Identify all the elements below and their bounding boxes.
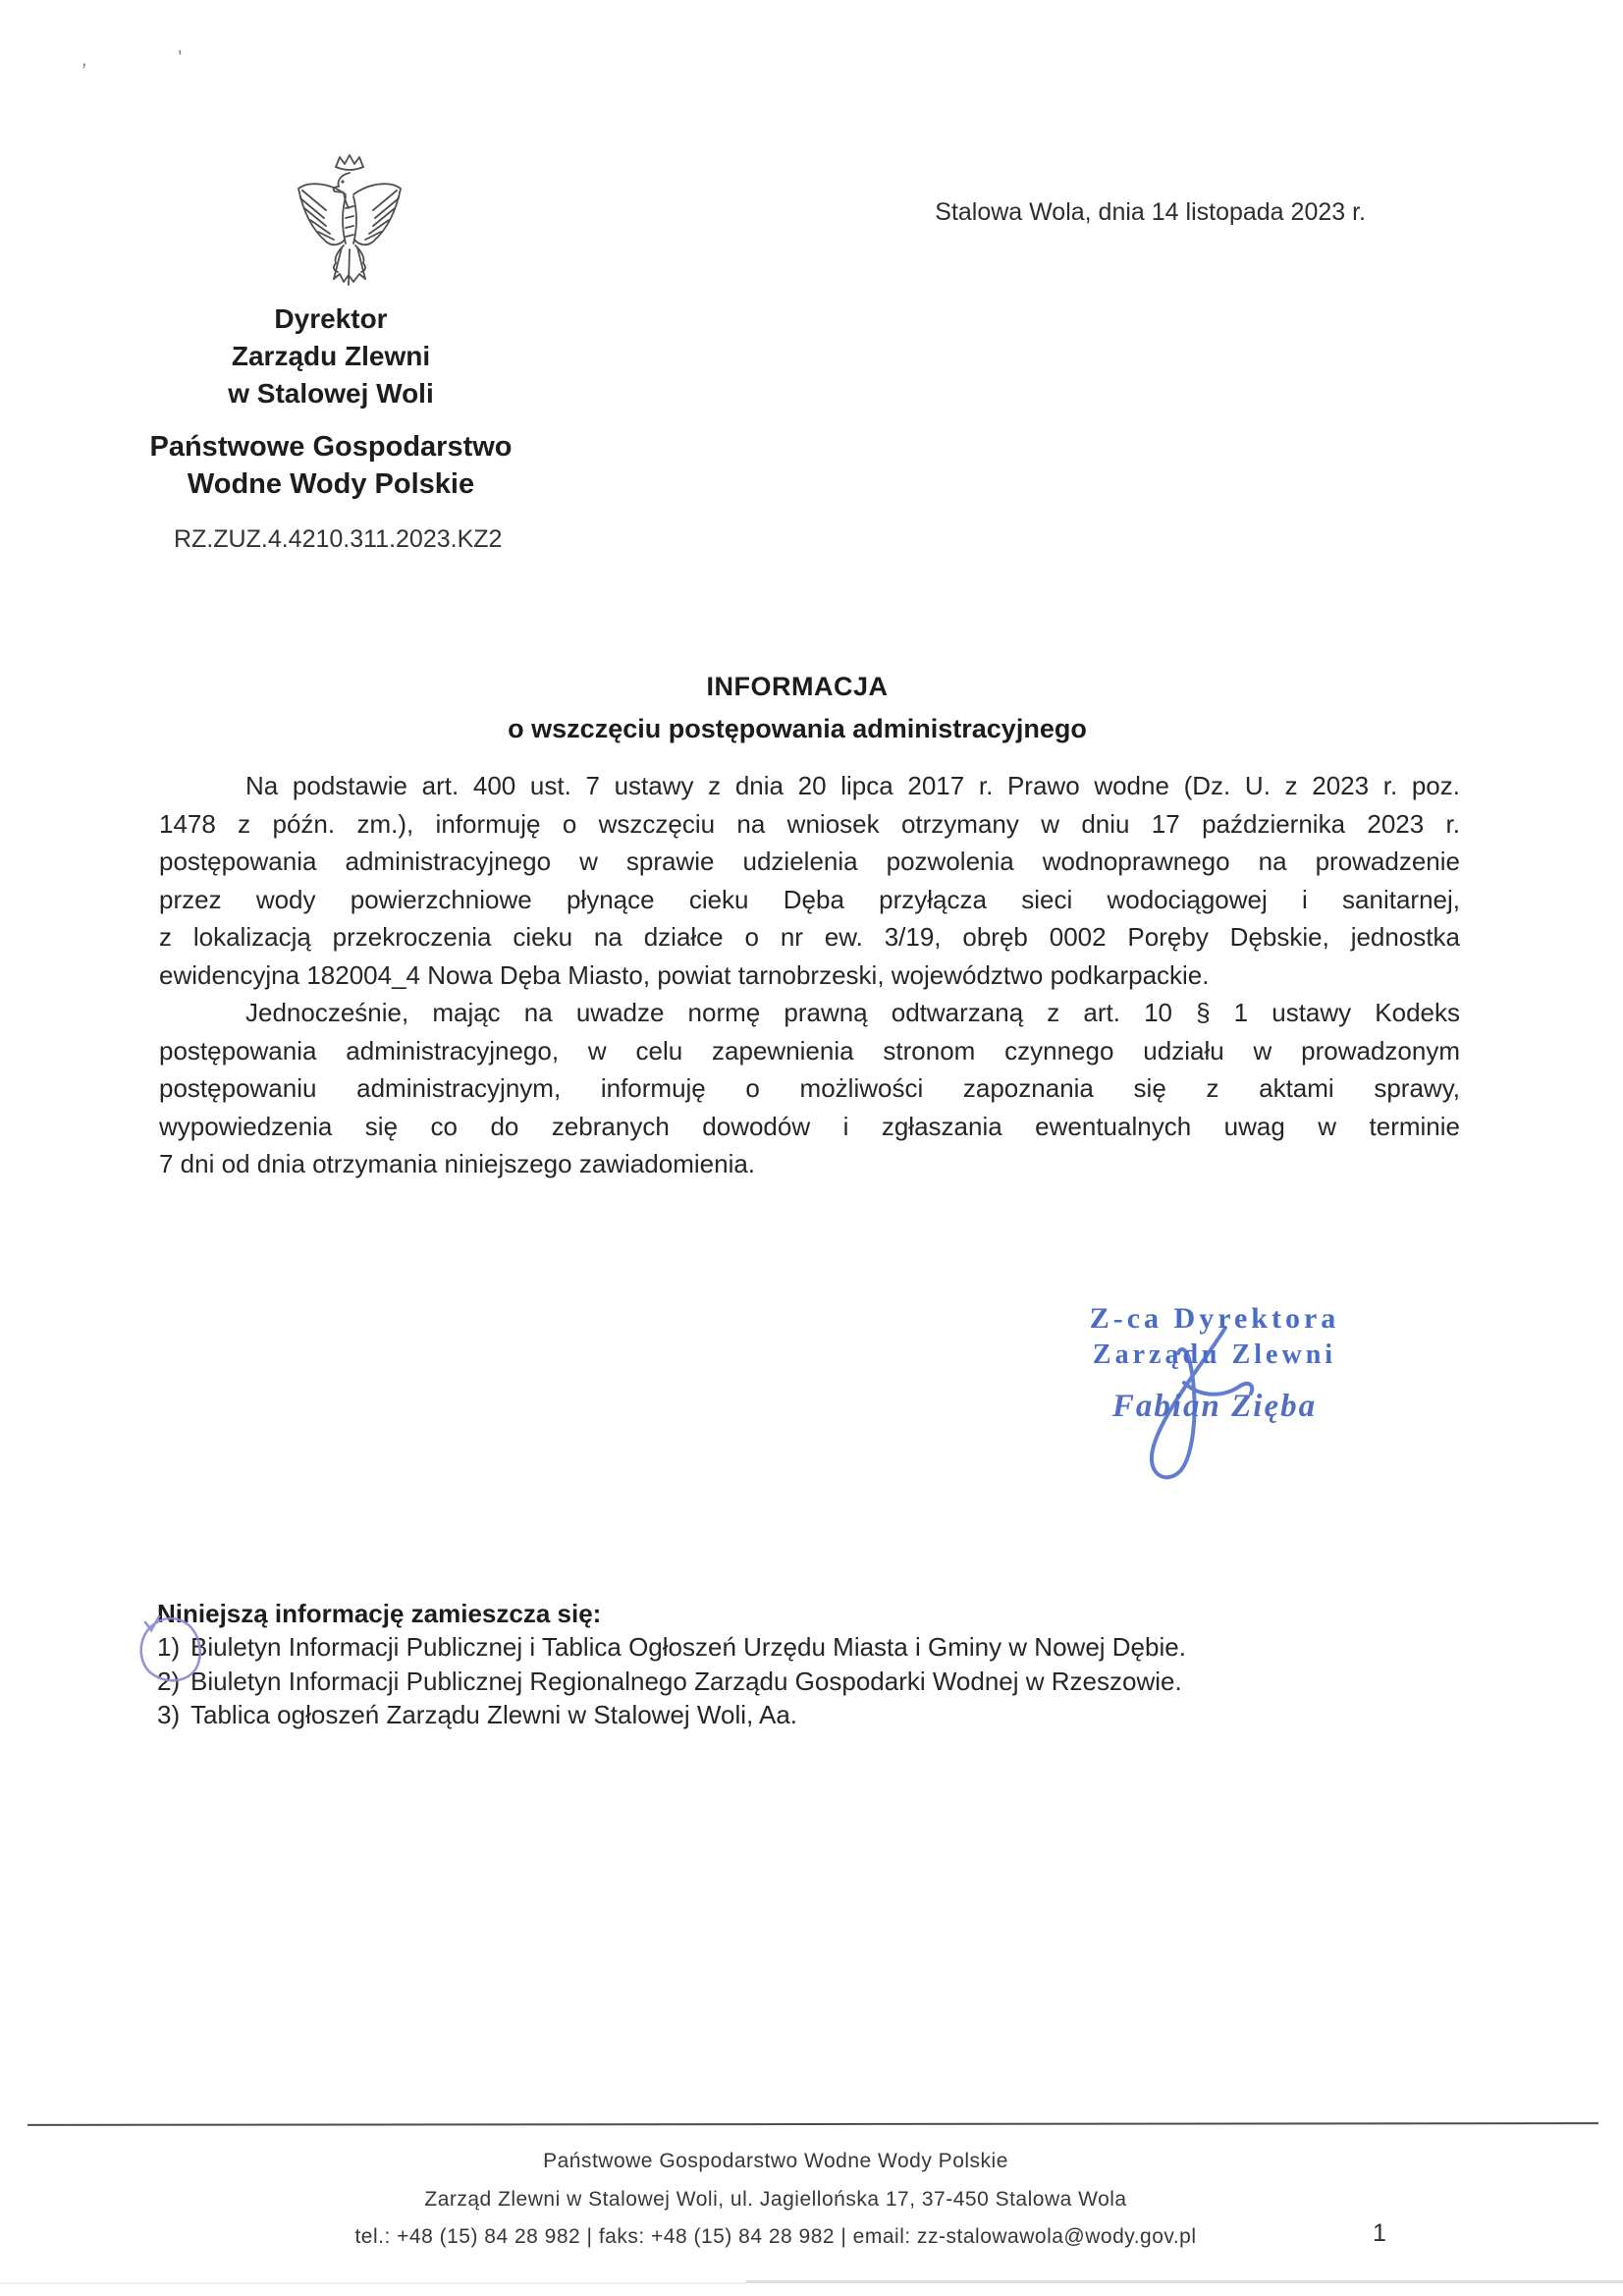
body-text	[159, 767, 1460, 1183]
polish-eagle-emblem-icon	[285, 153, 418, 293]
case-reference-number: RZ.ZUZ.4.4210.311.2023.KZ2	[174, 525, 503, 553]
list-item-text: Biuletyn Informacji Publicznej Regionalnego Zarządu Gospodarki Wodnej w Rzeszowie.	[190, 1666, 1182, 1696]
scan-speck: ,	[80, 48, 90, 72]
stamp-title-line: Zarządu Zlewni	[1092, 1339, 1337, 1370]
document-title: INFORMACJA	[706, 672, 889, 701]
footer-separator-line	[27, 2122, 1598, 2126]
list-item	[157, 1698, 1473, 1732]
organization-name-line: Wodne Wody Polskie	[187, 468, 475, 500]
list-item-number: 3)	[157, 1700, 181, 1729]
scan-edge-artifact	[746, 2280, 1623, 2283]
list-item-number: 1)	[157, 1632, 181, 1662]
list-item-text: Tablica ogłoszeń Zarządu Zlewni w Stalowej Woli, Aa.	[190, 1700, 798, 1729]
stamp-title-line: Z-ca Dyrektora	[1089, 1302, 1340, 1335]
body-line: Na podstawie art. 400 ust. 7 ustawy z dnia 20 lipca 2017 r. Prawo wodne (Dz. U. z 2023 r. poz.	[245, 771, 1460, 800]
footer-org-name: Państwowe Gospodarstwo Wodne Wody Polskie	[543, 2150, 1008, 2172]
body-line: 7 dni od dnia otrzymania niniejszego zawiadomienia.	[159, 1149, 756, 1178]
body-line: postępowania administracyjnego, w celu zapewnienia stronom czynnego udziału w prowadzonym	[159, 1035, 1460, 1066]
footer-contact: tel.: +48 (15) 84 28 982 | faks: +48 (15) 84 28 982 | email: zz-stalowawola@wody.gov.pl	[354, 2225, 1197, 2248]
office-title-line: w Stalowej Woli	[228, 378, 434, 409]
office-title-line: Zarządu Zlewni	[231, 341, 431, 371]
footer-address: Zarząd Zlewni w Stalowej Woli, ul. Jagiellońska 17, 37-450 Stalowa Wola	[424, 2188, 1127, 2211]
body-line: z lokalizacją przekroczenia cieku na działce o nr ew. 3/19, obręb 0002 Poręby Dębskie, jednostka	[159, 922, 1460, 952]
organization-name-block	[118, 428, 544, 503]
stamp-signer-name: Fabian Zięba	[1111, 1389, 1318, 1424]
page-number: 1	[1373, 2219, 1386, 2247]
pen-circle-annotation	[134, 1613, 216, 1691]
list-item-text: Biuletyn Informacji Publicznej i Tablica Ogłoszeń Urzędu Miasta i Gminy w Nowej Dębie.	[190, 1632, 1186, 1662]
list-item-number: 2)	[157, 1666, 181, 1696]
body-line: postępowaniu administracyjnym, informuję o możliwości zapoznania się z aktami sprawy,	[159, 1073, 1460, 1103]
body-line: przez wody powierzchniowe płynące cieku Dęba przyłącza sieci wodociągowej i sanitarnej,	[159, 884, 1460, 914]
body-line: 1478 z późn. zm.), informuję o wszczęciu na wniosek otrzymany w dniu 17 października 2023 r.	[159, 808, 1460, 839]
body-line: Jednocześnie, mając na uwadze normę prawną odtwarzaną z art. 10 § 1 ustawy Kodeks	[245, 998, 1460, 1027]
office-title-block	[164, 301, 498, 412]
document-title-block	[159, 672, 1435, 744]
list-item	[157, 1630, 1473, 1665]
organization-name-line: Państwowe Gospodarstwo	[149, 431, 513, 463]
body-line: postępowania administracyjnego w sprawie udzielenia pozwolenia wodnoprawnego na prowadzenie	[159, 847, 1460, 876]
body-line: ewidencyjna 182004_4 Nowa Dęba Miasto, powiat tarnobrzeski, województwo podkarpackie.	[159, 959, 1210, 990]
scan-edge-artifact	[0, 2282, 746, 2284]
body-line: wypowiedzenia się co do zebranych dowodów i zgłaszania ewentualnych uwag w terminie	[159, 1111, 1460, 1141]
office-title-line: Dyrektor	[274, 303, 388, 334]
distribution-list	[157, 1597, 1473, 1732]
handwritten-signature	[1041, 1306, 1375, 1493]
document-subtitle: o wszczęciu postępowania administracyjnego	[508, 714, 1087, 743]
distribution-heading: Niniejszą informację zamieszcza się:	[157, 1599, 602, 1628]
list-item	[157, 1665, 1473, 1699]
scan-speck: '	[177, 46, 184, 70]
date-line: Stalowa Wola, dnia 14 listopada 2023 r.	[935, 198, 1366, 226]
